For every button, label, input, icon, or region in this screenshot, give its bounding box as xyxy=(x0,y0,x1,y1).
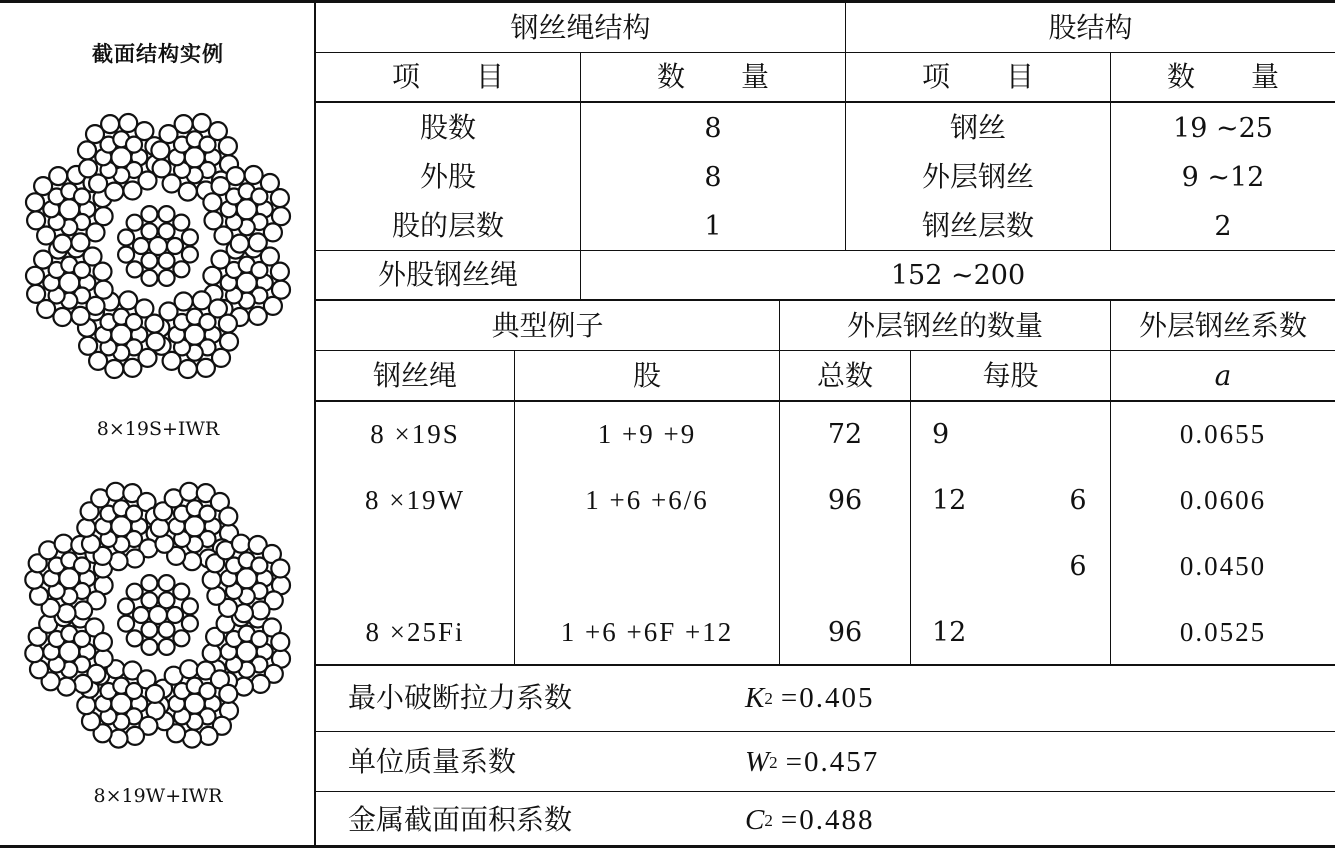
wire-circle xyxy=(173,630,189,646)
example-per-strand: 12 xyxy=(932,616,967,648)
example-per-strand-2: 6 xyxy=(1069,550,1087,582)
wire-circle xyxy=(151,141,169,159)
example-a: 0.0606 xyxy=(1179,484,1267,515)
wire-circle xyxy=(55,535,73,553)
wire-circle xyxy=(252,601,270,619)
wire-circle xyxy=(126,550,144,568)
wire-circle xyxy=(123,182,141,200)
wire-circle xyxy=(118,247,134,263)
wire-circle xyxy=(232,535,250,553)
wire-circle xyxy=(107,483,125,501)
coefficient-formula xyxy=(745,737,1045,787)
example-strand: 1 +6 +6F +12 xyxy=(560,616,734,647)
outer-strand-value: 152 ~200 xyxy=(890,259,1026,291)
example-total: 96 xyxy=(827,484,863,516)
strand-item: 外层钢丝 xyxy=(921,160,1034,193)
wire-circle xyxy=(159,639,175,655)
wire-circle xyxy=(203,571,221,589)
wire-circle xyxy=(200,727,218,745)
wire-circle xyxy=(159,575,175,591)
wire-circle xyxy=(173,215,189,231)
wire-circle xyxy=(127,630,143,646)
wire-circle xyxy=(49,167,67,185)
cross-section-panel xyxy=(0,0,316,848)
example-a: 0.0655 xyxy=(1179,418,1267,449)
wire-circle xyxy=(142,592,158,608)
example-per-strand-2: 6 xyxy=(1069,484,1087,516)
example-rope xyxy=(316,544,514,588)
wire-circle xyxy=(182,616,198,632)
coefficient-subscript: 2 xyxy=(764,810,773,830)
wire-circle xyxy=(77,519,95,537)
wire-circle xyxy=(271,189,289,207)
wire-circle xyxy=(219,508,237,526)
rope-structure-header: 钢丝绳结构 xyxy=(510,10,651,44)
wire-circle xyxy=(197,359,215,377)
wire-circle xyxy=(159,253,175,269)
wire-circle xyxy=(271,560,289,578)
example-a: 0.0450 xyxy=(1179,550,1267,581)
example-rope: 8 ×19W xyxy=(365,484,465,515)
example-per-strand-2 xyxy=(1050,610,1106,654)
strand-item-header: 项 目 xyxy=(921,60,1034,93)
wire-circle xyxy=(133,238,149,254)
wire-circle xyxy=(142,622,158,638)
wire-circle xyxy=(123,359,141,377)
wire-circle xyxy=(249,233,267,251)
example-per-strand: 9 xyxy=(932,418,950,450)
quantity-header: 数 量 xyxy=(656,60,769,93)
rope-cross-section-image xyxy=(8,96,308,396)
wire-circle xyxy=(141,575,157,591)
strand-qty: 2 xyxy=(1214,210,1232,242)
example-rope: 8 ×19S xyxy=(370,418,460,449)
wire-circle xyxy=(78,141,96,159)
wire-circle xyxy=(252,675,270,693)
wire-circle xyxy=(25,644,43,662)
typical-example-header: 典型例子 xyxy=(491,308,604,342)
wire-circle xyxy=(53,308,71,326)
wire-circle xyxy=(271,633,289,651)
wire-circle xyxy=(53,235,71,253)
wire-circle xyxy=(127,584,143,600)
wire-circle xyxy=(118,616,134,632)
wire-circle xyxy=(219,315,237,333)
wire-circle xyxy=(142,639,158,655)
wire-circle xyxy=(126,727,144,745)
wire-circle xyxy=(118,599,134,615)
wire-circle xyxy=(127,215,143,231)
wire-circle xyxy=(145,315,163,333)
wire-circle xyxy=(94,633,112,651)
rope-item: 股数 xyxy=(419,111,476,144)
wire-circle xyxy=(74,601,92,619)
wire-circle xyxy=(180,483,198,501)
wire-circle xyxy=(79,337,97,355)
rope-qty: 1 xyxy=(704,210,722,242)
image-caption-top: 8×19S+IWR xyxy=(96,418,220,440)
example-per-strand xyxy=(932,544,1012,588)
item-header: 项 目 xyxy=(391,60,504,93)
coefficient-value: =0.405 xyxy=(780,681,875,714)
strand-item: 钢丝 xyxy=(949,111,1006,144)
wire-circle xyxy=(159,223,175,239)
wire-circle xyxy=(142,223,158,239)
coefficient-formula xyxy=(745,796,1045,844)
wire-circle xyxy=(203,644,221,662)
wire-circle xyxy=(173,584,189,600)
wire-circle xyxy=(77,696,95,714)
wire-circle xyxy=(173,261,189,277)
wire-circle xyxy=(101,115,119,133)
wire-circle xyxy=(146,685,164,703)
wire-circle xyxy=(25,571,43,589)
wire-circle xyxy=(151,519,169,537)
wire-circle xyxy=(249,307,267,325)
cross-section-heading: 截面结构实例 xyxy=(92,41,224,66)
wire-circle xyxy=(175,293,193,311)
strand-col-header: 股 xyxy=(632,358,661,392)
wire-circle xyxy=(220,333,238,351)
wire-circle xyxy=(219,685,237,703)
coefficient-label: 最小破断拉力系数 xyxy=(348,681,573,714)
coefficient-subscript: 2 xyxy=(769,752,778,772)
coefficient-symbol: C xyxy=(745,803,765,836)
rope-qty: 8 xyxy=(704,161,722,193)
strand-structure-header: 股结构 xyxy=(1048,10,1133,44)
rope-item: 股的层数 xyxy=(391,209,504,242)
wire-circle xyxy=(180,660,198,678)
wire-circle xyxy=(27,211,45,229)
total-col-header: 总数 xyxy=(816,358,873,392)
example-per-strand-2 xyxy=(1050,412,1106,456)
rope-qty: 8 xyxy=(704,112,722,144)
coefficient-formula xyxy=(745,673,1045,723)
wire-circle xyxy=(74,675,92,693)
wire-circle xyxy=(118,230,134,246)
coefficient-label: 金属截面面积系数 xyxy=(348,803,573,836)
a-col-header: a xyxy=(1214,358,1232,392)
wire-circle xyxy=(94,263,112,281)
coefficient-value: =0.457 xyxy=(785,745,880,778)
example-total xyxy=(780,544,910,588)
wire-circle xyxy=(141,206,157,222)
example-rope: 8 ×25Fi xyxy=(365,616,465,647)
wire-circle xyxy=(182,247,198,263)
outer-wire-count-header: 外层钢丝的数量 xyxy=(846,308,1043,342)
wire-circle xyxy=(142,270,158,286)
wire-circle xyxy=(219,137,237,155)
wire-circle xyxy=(27,285,45,303)
wire-circle xyxy=(71,233,89,251)
wire-circle xyxy=(227,167,245,185)
wire-circle xyxy=(79,159,97,177)
wire-circle xyxy=(71,307,89,325)
example-per-strand: 12 xyxy=(932,484,967,516)
coefficient-label: 单位质量系数 xyxy=(348,745,517,778)
wire-circle xyxy=(159,270,175,286)
wire-circle xyxy=(167,238,183,254)
wire-circle xyxy=(127,261,143,277)
outer-wire-coef-header: 外层钢丝系数 xyxy=(1138,308,1307,342)
strand-quantity-header: 数 量 xyxy=(1166,60,1279,93)
strand-item: 钢丝层数 xyxy=(921,209,1034,242)
wire-circle xyxy=(147,333,165,351)
coefficient-value: =0.488 xyxy=(780,803,875,836)
wire-circle xyxy=(182,229,198,245)
wire-circle xyxy=(153,159,171,177)
outer-strand-label: 外股钢丝绳 xyxy=(377,258,518,291)
wire-circle xyxy=(182,598,198,614)
per-strand-col-header: 每股 xyxy=(982,358,1039,392)
example-strand: 1 +6 +6/6 xyxy=(585,484,709,515)
wire-circle xyxy=(159,592,175,608)
wire-circle xyxy=(159,206,175,222)
coefficient-symbol: W xyxy=(745,745,770,778)
strand-qty: 19 ~25 xyxy=(1173,112,1273,144)
coefficient-symbol: K xyxy=(745,681,765,714)
strand-qty: 9 ~12 xyxy=(1181,161,1265,193)
rope-item: 外股 xyxy=(419,160,476,193)
wire-circle xyxy=(159,622,175,638)
image-caption-bottom: 8×19W+IWR xyxy=(93,785,223,807)
example-total: 72 xyxy=(827,418,863,450)
wire-circle xyxy=(175,115,193,133)
example-strand xyxy=(515,544,779,588)
rope-col-header: 钢丝绳 xyxy=(372,358,457,392)
example-a: 0.0525 xyxy=(1179,616,1267,647)
wire-circle xyxy=(142,253,158,269)
wire-circle xyxy=(167,607,183,623)
wire-circle xyxy=(133,607,149,623)
wire-circle xyxy=(205,211,223,229)
example-strand: 1 +9 +9 xyxy=(597,418,697,449)
example-total: 96 xyxy=(827,616,863,648)
wire-circle xyxy=(245,166,263,184)
wire-circle xyxy=(271,263,289,281)
rope-cross-section-image xyxy=(8,465,308,765)
coefficient-subscript: 2 xyxy=(764,688,773,708)
